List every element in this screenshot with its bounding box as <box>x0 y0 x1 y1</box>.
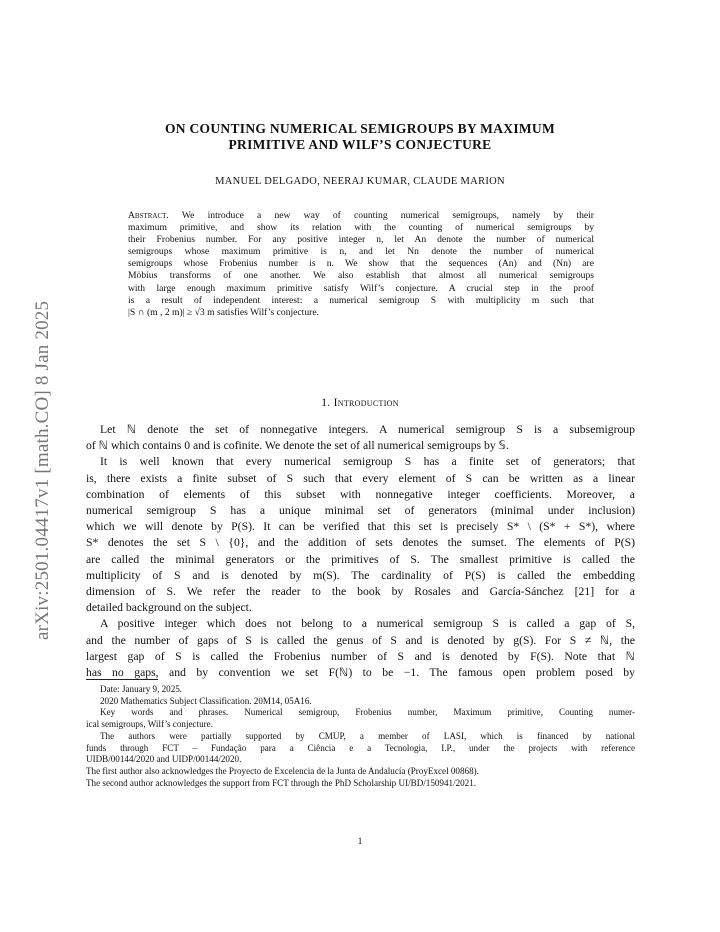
abstract <box>128 210 594 319</box>
abstract-line: their Frobenius number. For any positive integer n, let An denote the number of numerical <box>128 234 594 246</box>
abstract-line: maximum primitive, and show its relation with the counting of numerical semigroups by <box>128 222 594 234</box>
footnote-keywords: Key words and phrases. Numerical semigroup, Frobenius number, Maximum primitive, Counting numer- <box>100 707 635 718</box>
abstract-line: semigroups whose Frobenius number is n. We show that the sequences (An) and (Nn) are <box>128 258 594 270</box>
body-line: A positive integer which does not belong to a numerical semigroup S is called a gap of S, <box>100 617 635 631</box>
abstract-line: Möbius transforms of one another. We also establish that almost all numerical semigroups <box>128 270 594 282</box>
abstract-line: is a result of independent interest: a numerical semigroup S with multiplicity m such that <box>128 294 594 306</box>
body-line: and the number of gaps of S is called the genus of S and is denoted by g(S). For S ≠ ℕ, the <box>86 633 635 647</box>
author-list: MANUEL DELGADO, NEERAJ KUMAR, CLAUDE MARION <box>215 176 505 187</box>
section-heading <box>100 397 620 409</box>
footnote-date: Date: January 9, 2025. <box>100 684 183 694</box>
abstract-line: Abstract. We introduce a new way of counting numerical semigroups, namely by their <box>128 210 594 221</box>
body-line: is, there exists a finite subset of S such that every element of S can be written as a linear <box>86 471 635 485</box>
body-line: are called the minimal generators or the primitives of S. The smallest primitive is called the <box>86 552 635 566</box>
title-line-2: PRIMITIVE AND WILF’S CONJECTURE <box>228 137 492 152</box>
abstract-line: semigroups whose maximum primitive is n, and let Nn denote the number of numerical <box>128 246 594 258</box>
footnotes <box>86 684 635 789</box>
page-number: 1 <box>357 836 363 847</box>
title-line-1: ON COUNTING NUMERICAL SEMIGROUPS BY MAXIMUM <box>164 121 556 136</box>
body-line: multiplicity of S and is denoted by m(S). The cardinality of P(S) is called the embedding <box>86 568 635 582</box>
body-line: has no gaps, and by convention we set F(ℕ) to be −1. The famous open problem posed by <box>86 666 635 680</box>
body-line: It is well known that every numerical semigroup S has a finite set of generators; that <box>100 455 635 469</box>
body-line: combination of elements of this subset with nonnegative integer coefficients. Moreover, a <box>86 487 635 501</box>
abstract-line: |S ∩ (m , 2 m)| ≥ √3 m satisfies Wilf’s conjecture. <box>128 306 319 318</box>
body-line: which we will denote by P(S). It can be verified that this set is precisely S* \ (S* + S*), where <box>86 520 635 534</box>
body-line: largest gap of S is called the Frobenius number of S and is denoted by F(S). Note that ℕ <box>86 649 635 663</box>
footnote-rule <box>86 679 158 680</box>
body-line: of ℕ which contains 0 and is cofinite. We denote the set of all numerical semigroups by 𝕊. <box>86 439 509 453</box>
footnote-funding-cont: funds through FCT – Fundação para a Ciência e a Tecnologia, I.P., under the projects with reference <box>86 742 635 753</box>
footnote-funding-cont: UIDB/00144/2020 and UIDP/00144/2020. <box>86 754 242 765</box>
body-line: detailed background on the subject. <box>86 601 252 615</box>
body-line: S* denotes the set S \ {0}, and the addition of sets denotes the sumset. The elements of P(S) <box>86 536 635 550</box>
body-text <box>86 422 635 681</box>
footnote-ack-first: The first author also acknowledges the Proyecto de Excelencia de la Junta de Andalucía (ProyExcel 00868). <box>86 765 479 776</box>
section-title: Introduction <box>333 397 399 409</box>
footnote-ack-second: The second author acknowledges the support from FCT through the PhD Scholarship UI/BD/150941/2021. <box>86 777 477 788</box>
arxiv-stamp <box>12 240 52 640</box>
abstract-label: Abstract. <box>128 210 169 221</box>
arxiv-identifier: arXiv:2501.04417v1 [math.CO] 8 Jan 2025 <box>32 300 53 640</box>
paper-title <box>100 121 620 153</box>
footnote-funding: The authors were partially supported by CMUP, a member of LASI, which is financed by national <box>100 730 635 741</box>
body-line: Let ℕ denote the set of nonnegative integers. A numerical semigroup S is a subsemigroup <box>100 423 635 436</box>
section-number: 1. <box>321 397 331 409</box>
abstract-line: with large enough maximum primitive satisfy Wilf’s conjecture. A crucial step in the proof <box>128 282 594 294</box>
footnote-msc: 2020 Mathematics Subject Classification. 20M14, 05A16. <box>100 695 312 706</box>
body-line: numerical semigroup S has a unique minimal set of generators (minimal under inclusion) <box>86 504 635 518</box>
footnote-keywords-cont: ical semigroups, Wilf’s conjecture. <box>86 719 213 730</box>
body-line: dimension of S. We refer the reader to the book by Rosales and García-Sánchez [21] for a <box>86 585 635 599</box>
